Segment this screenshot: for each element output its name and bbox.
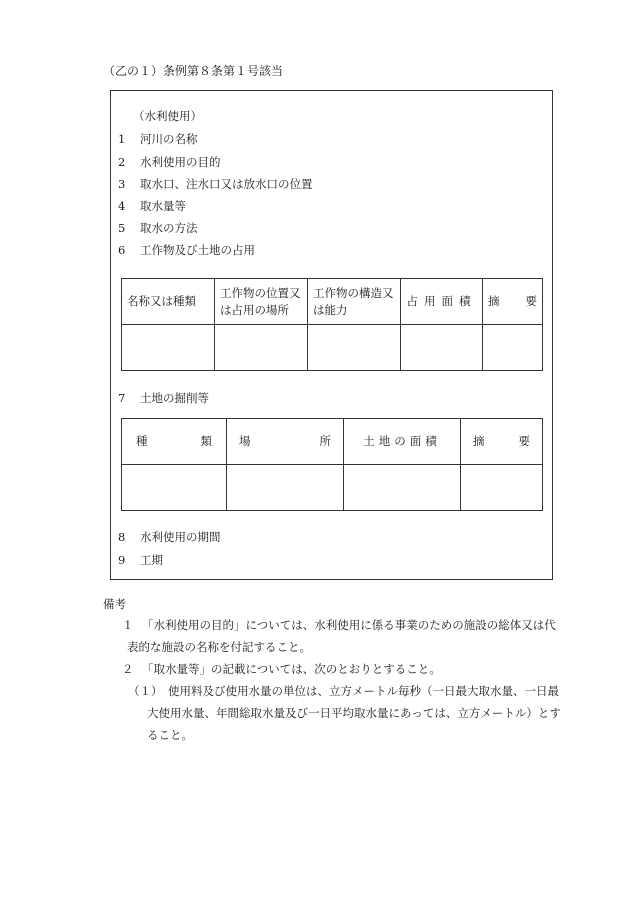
note-line: 使用料及び使用水量の単位は、立方メートル毎秒（一日最大取水量、一日最	[168, 684, 559, 698]
header-line: は能力	[313, 302, 348, 317]
item-number: 3	[118, 177, 126, 191]
item-label: 取水の方法	[140, 221, 198, 235]
header-cell	[401, 279, 483, 325]
input-cell[interactable]	[215, 325, 308, 371]
note-line: 「水利使用の目的」については、水利使用に係る事業のための施設の総体又は代	[142, 618, 556, 632]
item-1	[118, 131, 198, 147]
item-label: 河川の名称	[140, 132, 198, 146]
item-label: 取水口、注水口又は放水口の位置	[140, 177, 313, 191]
item-label: 水利使用の期間	[140, 530, 221, 544]
header-label: 摘要	[473, 434, 530, 448]
form-heading: （乙の１）条例第８条第１号該当	[103, 64, 284, 78]
header-cell	[227, 419, 344, 465]
table-input-row	[122, 465, 543, 511]
item-label: 工期	[140, 553, 163, 567]
header-cell	[461, 419, 543, 465]
item-number: 7	[118, 391, 126, 405]
item-7	[118, 390, 209, 406]
table-header-row	[122, 279, 543, 325]
form-subtitle: （水利使用）	[133, 109, 202, 123]
remark-note-1	[122, 614, 572, 658]
item-number: 9	[118, 553, 126, 567]
header-label: 土地の面積	[363, 434, 441, 448]
table-input-row	[122, 325, 543, 371]
header-cell	[215, 279, 308, 325]
input-cell[interactable]	[122, 465, 227, 511]
input-cell[interactable]	[122, 325, 215, 371]
header-label: 種類	[136, 434, 212, 448]
note-number: １	[122, 618, 134, 632]
item-label: 工作物及び土地の占用	[140, 243, 255, 257]
excavation-table	[121, 418, 543, 511]
item-number: 5	[118, 221, 126, 235]
item-2	[118, 154, 221, 170]
occupancy-table	[121, 278, 543, 371]
header-line: 工作物の構造又	[313, 285, 394, 300]
header-cell	[483, 279, 543, 325]
item-number: 6	[118, 243, 126, 257]
header-label: 占用面積	[406, 294, 477, 308]
remark-note-2	[122, 658, 572, 680]
item-9	[118, 552, 163, 568]
item-3	[118, 176, 313, 192]
note-line: 大使用水量、年間総取水量及び一日平均取水量にあっては、立方メートル）とす	[147, 706, 561, 720]
input-cell[interactable]	[344, 465, 461, 511]
input-cell[interactable]	[308, 325, 401, 371]
item-number: 1	[118, 132, 126, 146]
header-label: 場所	[239, 434, 331, 448]
header-label: 名称又は種類	[127, 294, 196, 308]
item-label: 取水量等	[140, 199, 186, 213]
input-cell[interactable]	[483, 325, 543, 371]
remark-note-3	[128, 680, 573, 746]
item-4	[118, 198, 186, 214]
item-number: 2	[118, 155, 126, 169]
note-line: 表的な施設の名称を付記すること。	[127, 640, 311, 654]
header-cell	[308, 279, 401, 325]
note-line: ること。	[147, 728, 193, 742]
note-line: 「取水量等」の記載については、次のとおりとすること。	[142, 662, 441, 676]
header-cell	[344, 419, 461, 465]
header-line: は占用の場所	[220, 302, 289, 317]
input-cell[interactable]	[227, 465, 344, 511]
remarks-title: 備考	[103, 597, 126, 611]
input-cell[interactable]	[461, 465, 543, 511]
input-cell[interactable]	[401, 325, 483, 371]
item-5	[118, 220, 198, 236]
item-8	[118, 529, 221, 545]
header-line: 工作物の位置又	[220, 285, 301, 300]
table-header-row	[122, 419, 543, 465]
note-number: ２	[122, 662, 134, 676]
item-number: 4	[118, 199, 126, 213]
item-number: 8	[118, 530, 126, 544]
header-label: 摘要	[488, 294, 537, 308]
item-6	[118, 242, 255, 258]
note-number: （１）	[128, 684, 163, 698]
item-label: 土地の掘削等	[140, 391, 209, 405]
item-label: 水利使用の目的	[140, 155, 221, 169]
header-cell	[122, 279, 215, 325]
header-cell	[122, 419, 227, 465]
